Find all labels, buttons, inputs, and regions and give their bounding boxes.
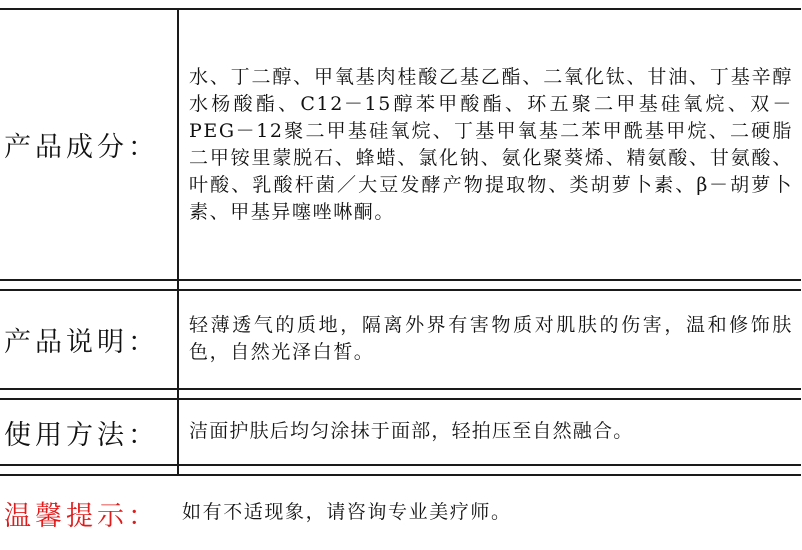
ingredients-label: 产品成分： <box>0 9 178 280</box>
row-gap <box>0 389 801 399</box>
description-label: 产品说明： <box>0 290 178 389</box>
usage-label: 使用方法： <box>0 399 178 465</box>
row-gap <box>0 465 801 475</box>
tip-text: 如有不适现象，请咨询专业美疗师。 <box>178 475 801 550</box>
product-spec-table <box>0 8 801 550</box>
ingredients-text: 水、丁二醇、甲氧基肉桂酸乙基乙酯、二氧化钛、甘油、丁基辛醇水杨酸酯、C12－15醇苯甲酸酯、环五聚二甲基硅氧烷、双－PEG－12聚二甲基硅氧烷、丁基甲氧基二苯甲酰基甲烷、二硬脂二甲铵里蒙脱石、蜂蜡、氯化钠、氨化聚葵烯、精氨酸、甘氨酸、叶酸、乳酸杆菌／大豆发酵产物提取物、类胡萝卜素、β－胡萝卜素、甲基异噻唑啉酮。 <box>178 9 801 280</box>
description-text: 轻薄透气的质地，隔离外界有害物质对肌肤的伤害，温和修饰肤色，自然光泽白皙。 <box>178 290 801 389</box>
row-gap <box>0 280 801 290</box>
usage-text: 洁面护肤后均匀涂抹于面部，轻拍压至自然融合。 <box>178 399 801 465</box>
tip-label: 温馨提示： <box>0 475 178 550</box>
row-ingredients <box>0 9 801 280</box>
row-tip <box>0 475 801 550</box>
row-description <box>0 290 801 389</box>
row-usage <box>0 399 801 465</box>
